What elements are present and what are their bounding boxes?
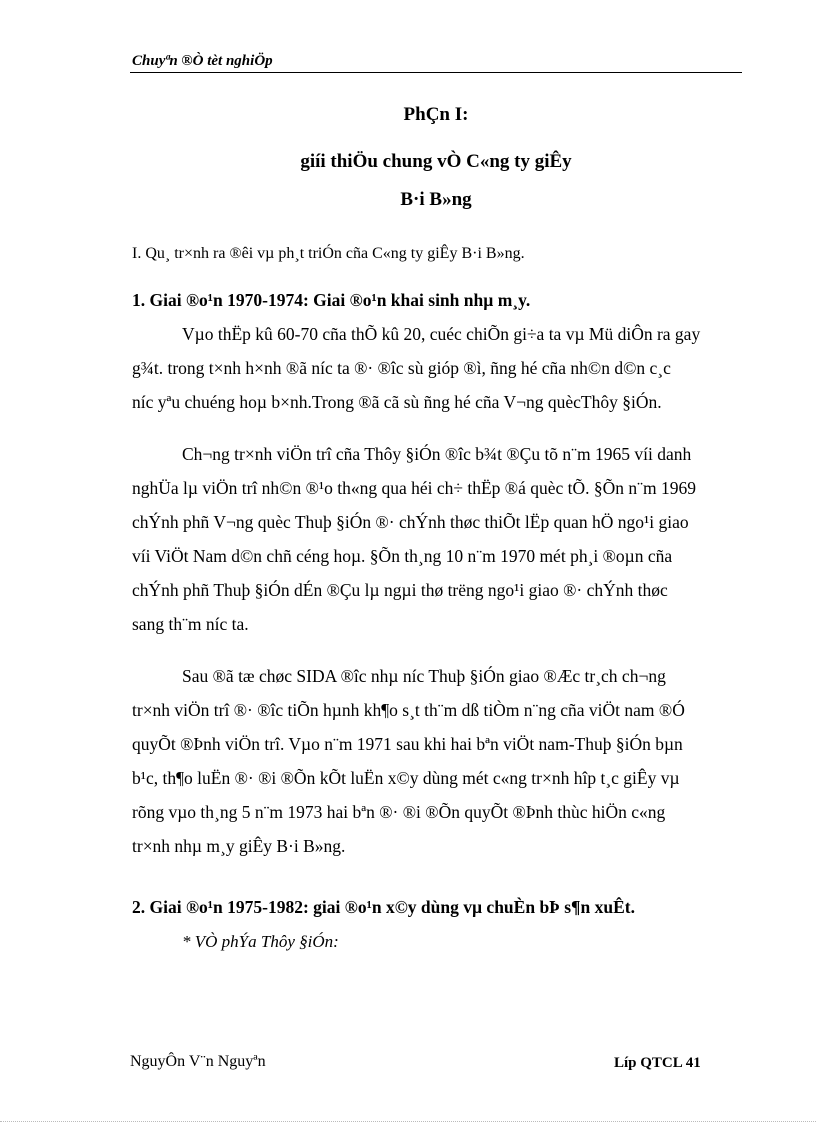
part-title-line2: B·i B»ng [400, 189, 472, 210]
heading-2: 2. Giai ®o¹n 1975-1982: giai ®o¹n x©y dùng vµ chuÈn bÞ s¶n xuÊt. [132, 897, 635, 917]
paragraph-line: chÝnh phñ Thuþ §iÓn dÉn ®Çu lµ ngµi thø trëng ngo¹i giao ®· chÝnh thøc [132, 580, 668, 600]
paragraph-3 [132, 659, 742, 863]
section-i-heading: I. Qu¸ tr×nh ra ®êi vµ ph¸t triÓn cña C«ng ty giÊy B·i B»ng. [132, 245, 525, 262]
paragraph-line: Ch¬ng tr×nh viÖn trî cña Thôy §iÓn ®îc b¾t ®Çu tõ n¨m 1965 víi danh [182, 444, 692, 464]
footer-author: NguyÔn V¨n Nguyªn [130, 1053, 266, 1070]
paragraph-1 [132, 317, 742, 419]
paragraph-line: nghÜa lµ viÖn trî nh©n ®¹o th«ng qua héi ch÷ thËp ®á quèc tÕ. §Õn n¨m 1969 [132, 478, 696, 498]
page-header-title: Chuyªn ®Ò tèt nghiÖp [132, 53, 273, 69]
paragraph-line: g¾t. trong t×nh h×nh ®ã níc ta ®· ®îc sù gióp ®ì, ñng hé cña nh©n d©n c¸c [132, 358, 671, 378]
paragraph-line: Vµo thËp kû 60-70 cña thÕ kû 20, cuéc chiÕn gi÷a ta vµ Mü diÔn ra gay [182, 324, 701, 344]
paragraph-line: víi ViÖt Nam d©n chñ céng hoµ. §Õn th¸ng 10 n¨m 1970 mét ph¸i ®oµn cña [132, 546, 673, 566]
paragraph-line: tr×nh nhµ m¸y giÊy B·i B»ng. [132, 836, 346, 856]
paragraph-line: níc yªu chuéng hoµ b×nh.Trong ®ã cã sù ñng hé cña V¬ng quècThôy §iÓn. [132, 392, 662, 412]
paragraph-line: tr×nh viÖn trî ®· ®îc tiÕn hµnh kh¶o s¸t th¨m dß tiÒm n¨ng cña viÖt nam ®Ó [132, 700, 685, 720]
header-rule [130, 72, 742, 73]
paragraph-line: chÝnh phñ V¬ng quèc Thuþ §iÓn ®· chÝnh thøc thiÕt lËp quan hÖ ngo¹i giao [132, 512, 689, 532]
part-label: PhÇn I: [403, 104, 469, 125]
part-title-line1: giíi thiÖu chung vÒ C«ng ty giÊy [300, 151, 572, 172]
page-bottom-divider [0, 1121, 816, 1122]
paragraph-line: rõng vµo th¸ng 5 n¨m 1973 hai bªn ®· ®i ®Õn quyÕt ®Þnh thùc hiÖn c«ng [132, 802, 666, 822]
paragraph-line: b¹c, th¶o luËn ®· ®i ®Õn kÕt luËn x©y dùng mét c«ng tr×nh hîp t¸c giÊy vµ [132, 768, 680, 788]
paragraph-2 [132, 437, 742, 641]
subheading-sweden-side: * VÒ phÝa Thôy §iÓn: [182, 932, 339, 951]
footer-class: Líp QTCL 41 [614, 1055, 701, 1071]
paragraph-line: sang th¨m níc ta. [132, 614, 249, 634]
heading-1: 1. Giai ®o¹n 1970-1974: Giai ®o¹n khai sinh nhµ m¸y. [132, 290, 531, 310]
paragraph-line: Sau ®ã tæ chøc SIDA ®îc nhµ níc Thuþ §iÓn giao ®Æc tr¸ch ch¬ng [182, 666, 666, 686]
paragraph-line: quyÕt ®Þnh viÖn trî. Vµo n¨m 1971 sau khi hai bªn viÖt nam-Thuþ §iÓn bµn [132, 734, 683, 754]
